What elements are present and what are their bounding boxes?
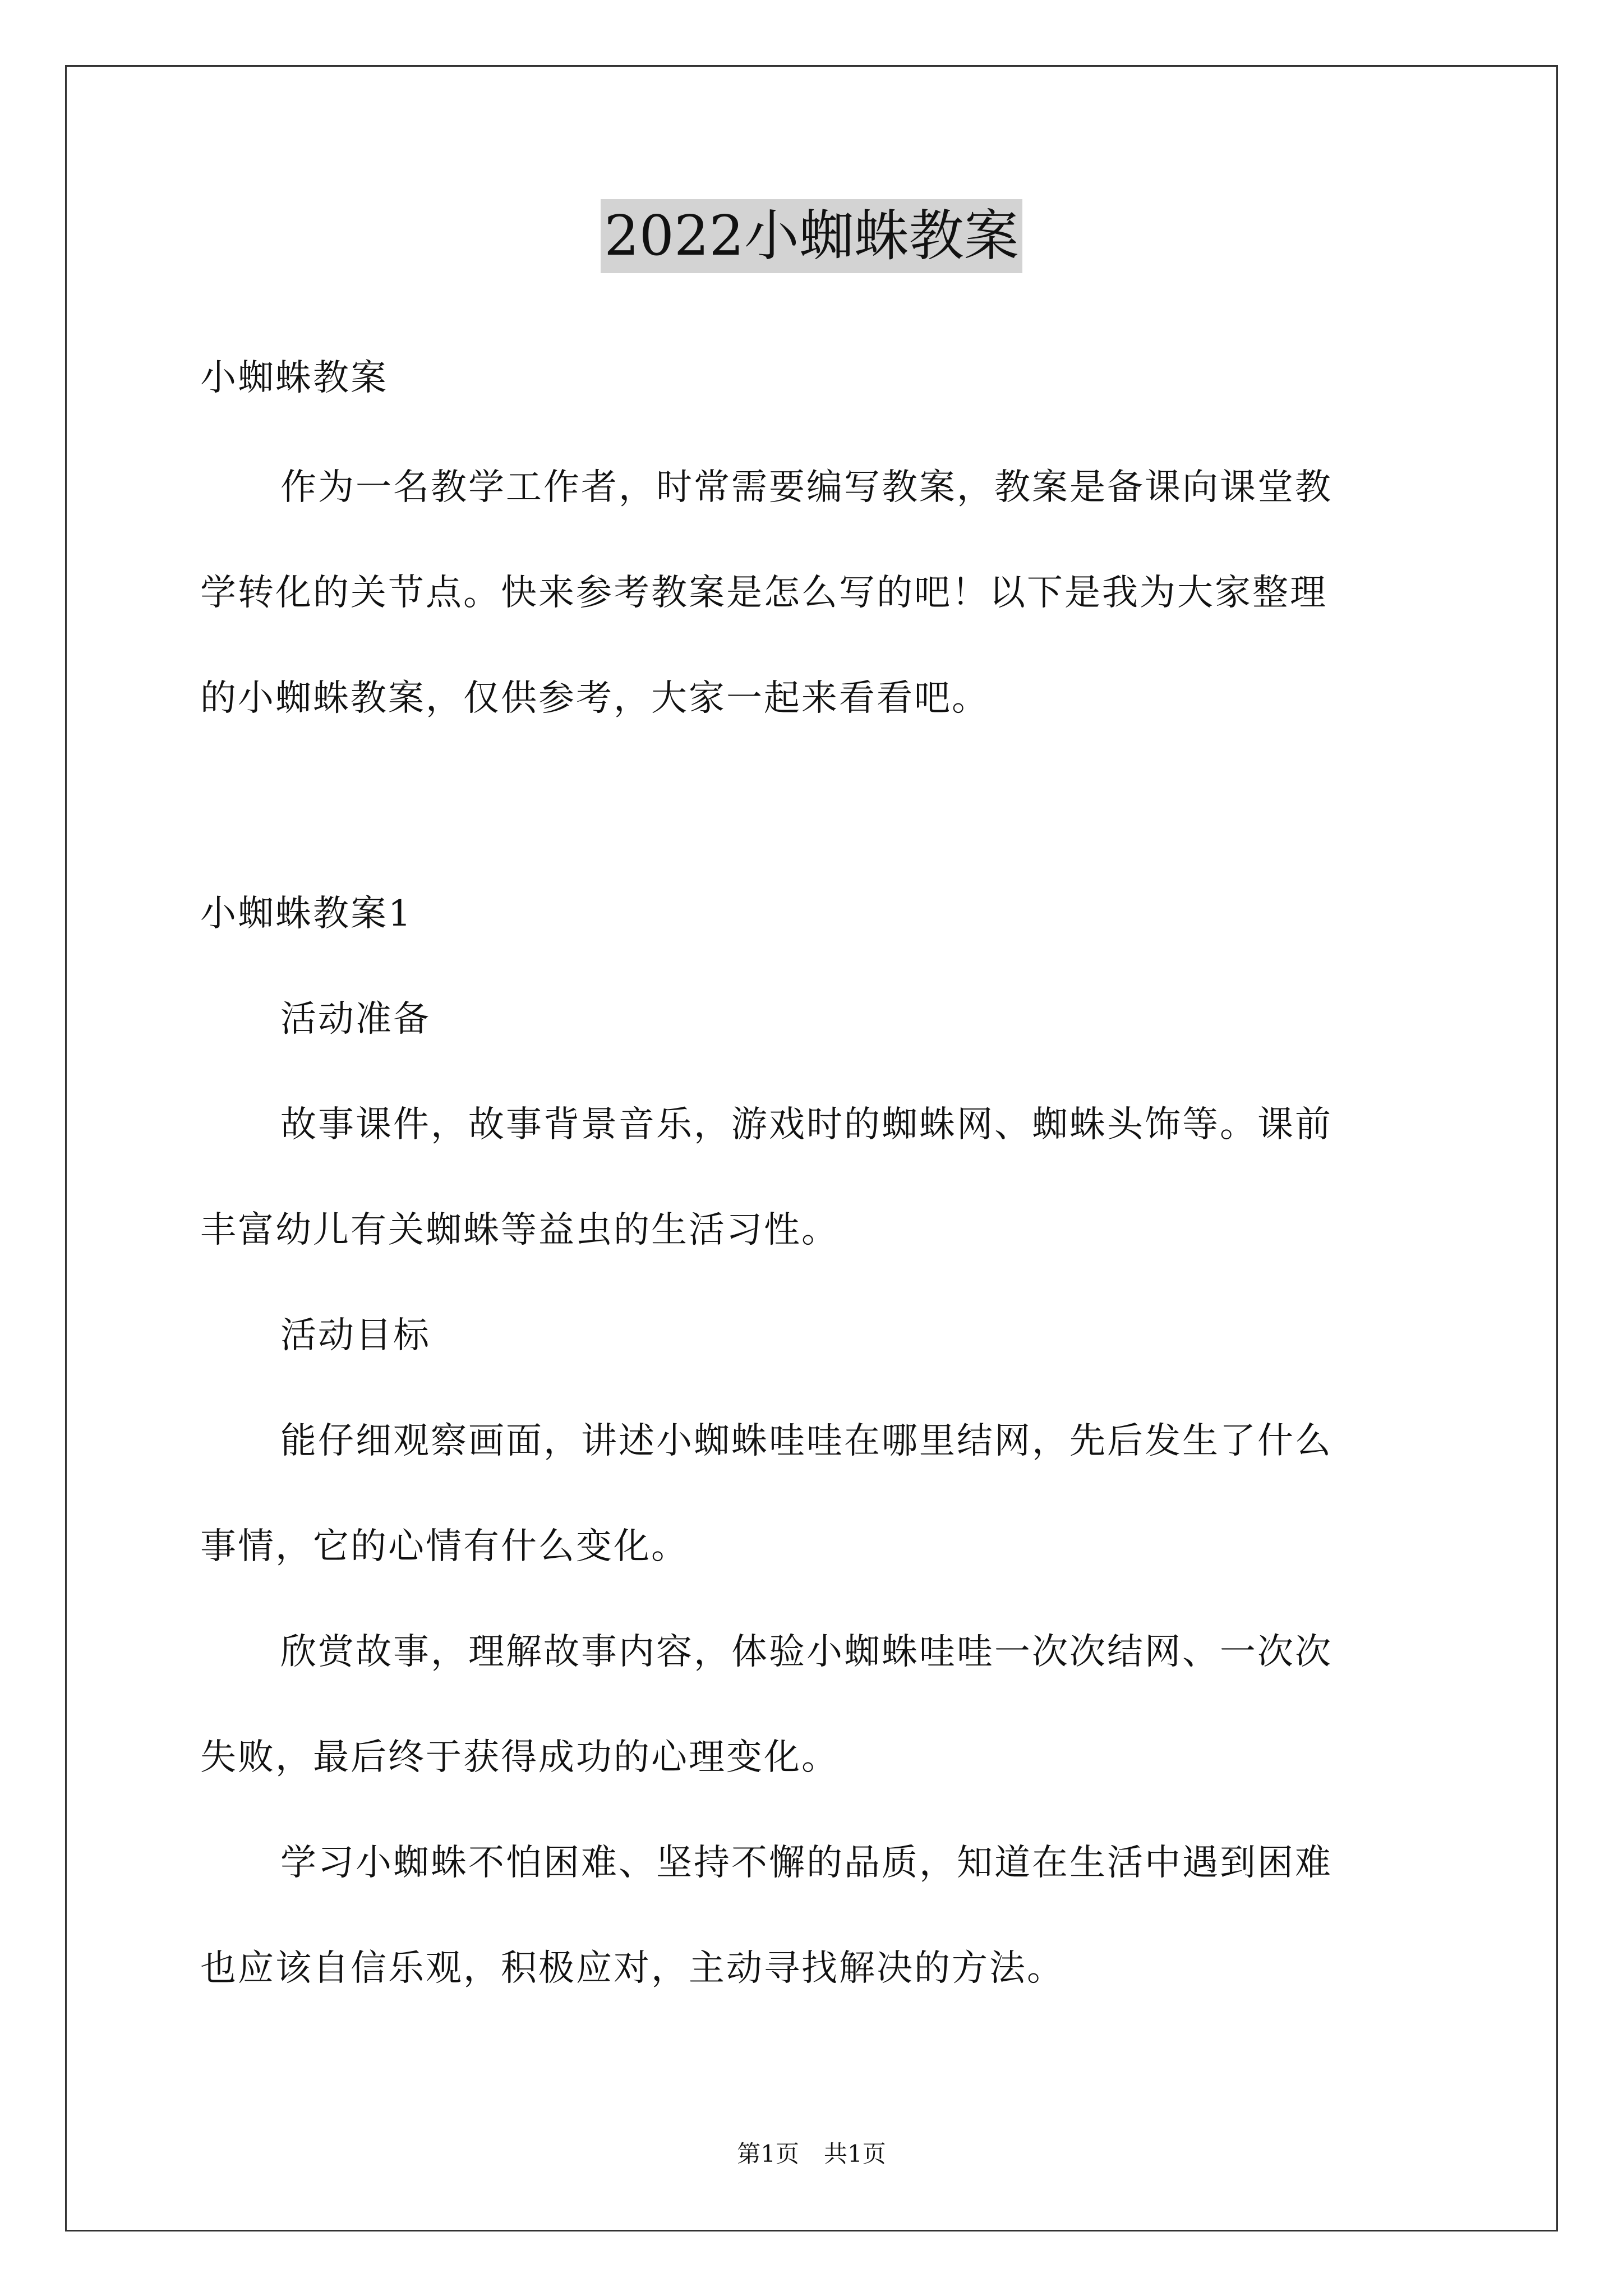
page-footer [0, 2137, 1623, 2171]
goal3-line-1: 学习小蜘蛛不怕困难、坚持不懈的品质，知道在生活中遇到困难 [280, 1842, 1332, 1884]
document-subtitle: 小蜘蛛教案 [200, 357, 388, 399]
intro-line-1: 作为一名教学工作者，时常需要编写教案，教案是备课向课堂教 [280, 467, 1332, 508]
title-container [0, 199, 1623, 273]
prep-heading: 活动准备 [280, 999, 431, 1040]
intro-line-2: 学转化的关节点。快来参考教案是怎么写的吧！以下是我为大家整理 [200, 572, 1327, 614]
goal2-line-2: 失败，最后终于获得成功的心理变化。 [200, 1737, 839, 1778]
goals-heading: 活动目标 [280, 1315, 431, 1356]
goal1-line-2: 事情，它的心情有什么变化。 [200, 1526, 689, 1567]
page-number: 第1页 [737, 2140, 799, 2168]
page-total: 共1页 [824, 2140, 886, 2168]
goal1-line-1: 能仔细观察画面，讲述小蜘蛛哇哇在哪里结网，先后发生了什么 [280, 1420, 1332, 1462]
prep-line-2: 丰富幼儿有关蜘蛛等益虫的生活习性。 [200, 1209, 839, 1251]
goal2-line-1: 欣赏故事，理解故事内容，体验小蜘蛛哇哇一次次结网、一次次 [280, 1631, 1332, 1673]
goal3-line-2: 也应该自信乐观，积极应对，主动寻找解决的方法。 [200, 1948, 1064, 1989]
intro-line-3: 的小蜘蛛教案，仅供参考，大家一起来看看吧。 [200, 678, 989, 719]
section-title: 小蜘蛛教案1 [200, 893, 413, 935]
document-title: 2022小蜘蛛教案 [601, 199, 1022, 273]
prep-line-1: 故事课件，故事背景音乐，游戏时的蜘蛛网、蜘蛛头饰等。课前 [280, 1104, 1332, 1145]
